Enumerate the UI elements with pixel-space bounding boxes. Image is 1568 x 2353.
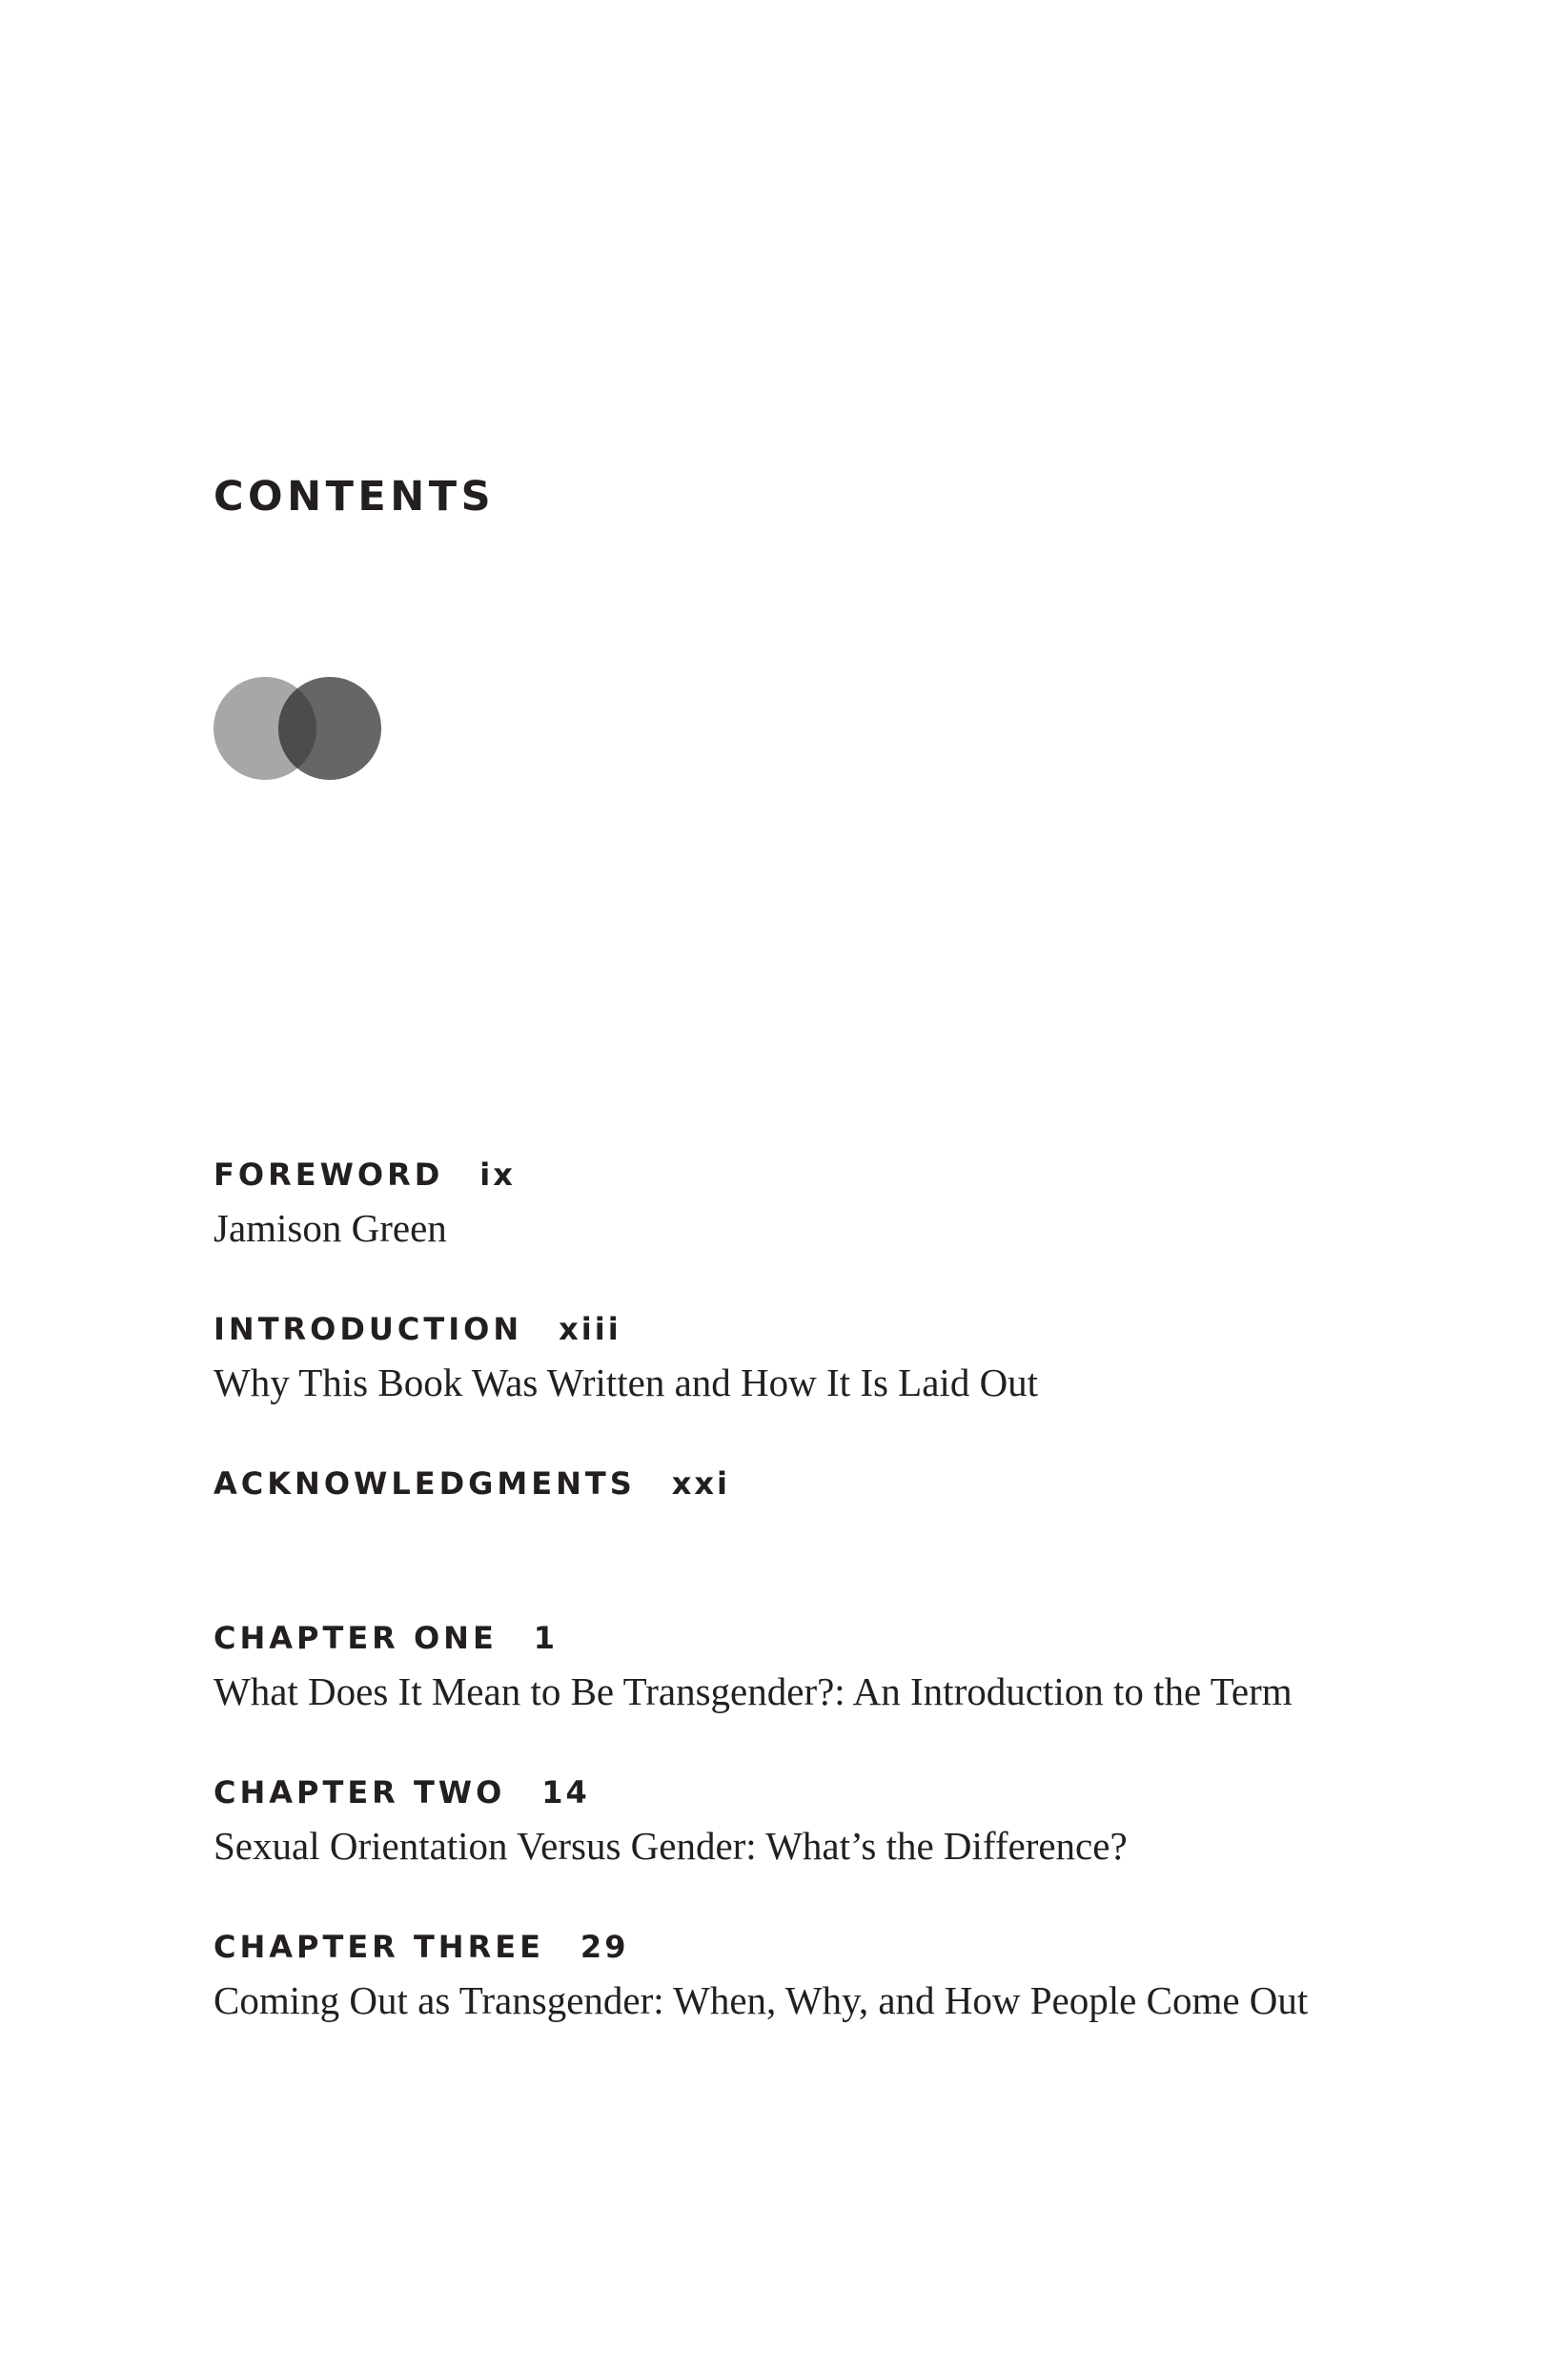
toc-heading [214,1928,1529,1966]
toc-entry-chapter-one[interactable] [214,1619,1529,1714]
toc-heading [214,1619,1529,1657]
toc-page-number: 29 [580,1929,629,1965]
toc-heading-label: ACKNOWLEDGMENTS [214,1465,636,1502]
toc-heading [214,1310,1529,1348]
toc-heading-label: INTRODUCTION [214,1311,523,1347]
toc-page-number: xxi [671,1465,731,1502]
toc-entry-introduction[interactable] [214,1310,1529,1405]
toc-heading [214,1156,1529,1194]
toc-entry-acknowledgments[interactable] [214,1464,1529,1503]
toc-heading-label: FOREWORD [214,1156,444,1193]
toc-entry-foreword[interactable] [214,1156,1529,1251]
toc-subtitle: Coming Out as Transgender: When, Why, and How People Come Out [214,1978,1309,2022]
toc-subtitle: Sexual Orientation Versus Gender: What’s the Difference? [214,1824,1128,1868]
toc-subtitle: What Does It Mean to Be Transgender?: An Introduction to the Term [214,1669,1293,1713]
toc-entry-chapter-two[interactable] [214,1773,1529,1869]
toc-heading-label: CHAPTER TWO [214,1774,506,1811]
toc-heading [214,1464,1529,1503]
toc-entry-chapter-three[interactable] [214,1928,1529,2023]
toc-page-number: xiii [559,1311,621,1347]
toc-page-number: 14 [541,1774,590,1811]
toc-heading [214,1773,1529,1811]
toc-heading-label: CHAPTER ONE [214,1620,498,1656]
toc-subtitle: Why This Book Was Written and How It Is Laid Out [214,1361,1039,1404]
toc-heading-label: CHAPTER THREE [214,1929,544,1965]
page-title: CONTENTS [214,473,496,521]
toc-subtitle: Jamison Green [214,1206,447,1250]
two-overlapping-circles-icon [212,675,383,782]
toc-page-number: ix [479,1156,516,1193]
toc-page-number: 1 [533,1620,559,1656]
